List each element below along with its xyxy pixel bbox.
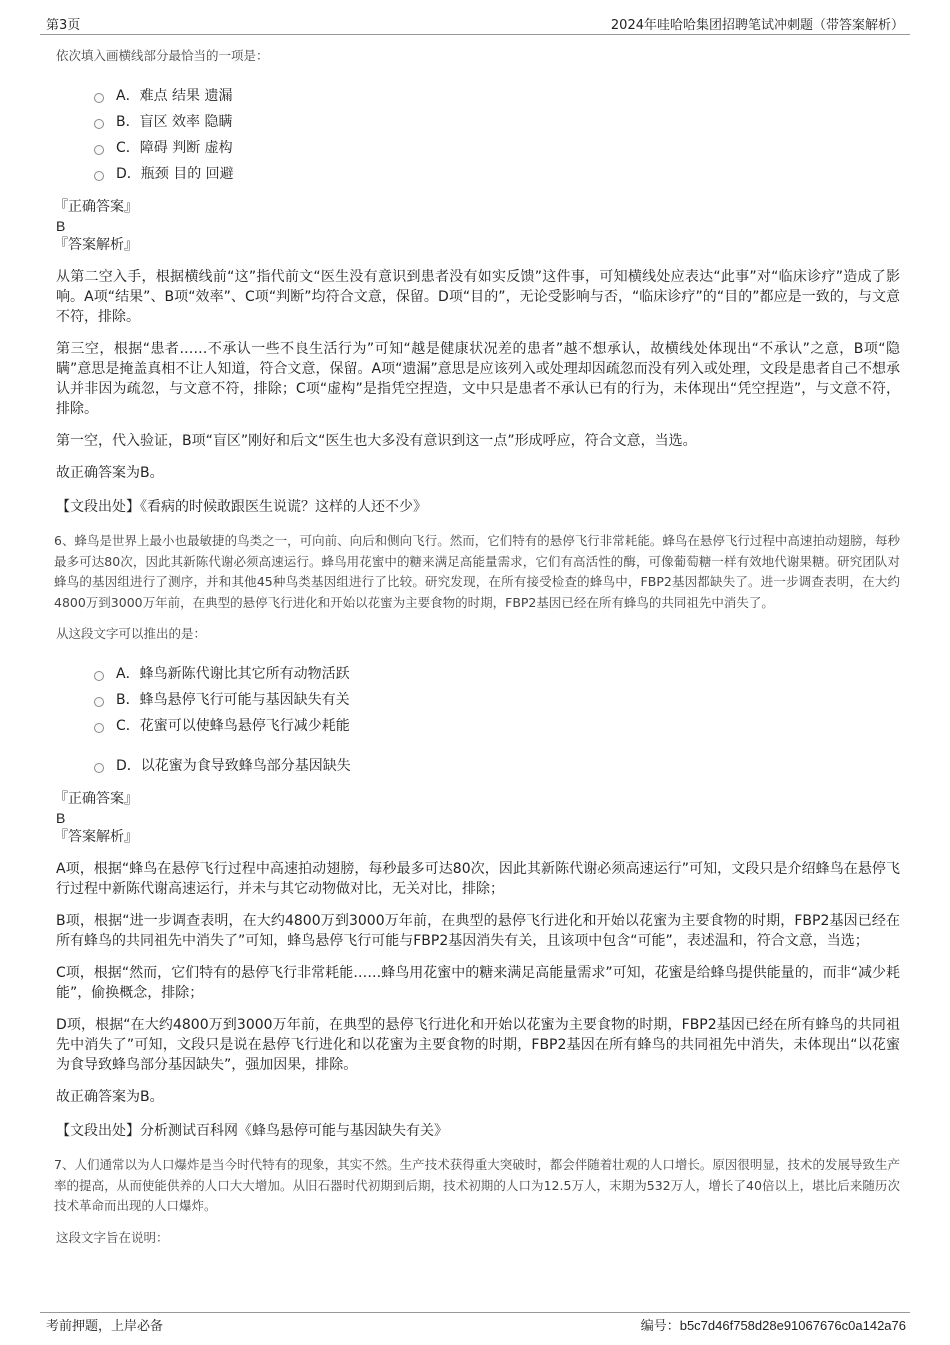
option-label: B．盲区 效率 隐瞒 bbox=[116, 114, 233, 130]
q6-answer-label: 『正确答案』 bbox=[54, 791, 138, 807]
option-label: A．蜂鸟新陈代谢比其它所有动物活跃 bbox=[116, 666, 350, 682]
radio-icon[interactable] bbox=[94, 93, 104, 103]
radio-icon[interactable] bbox=[94, 119, 104, 129]
q5-analysis-label: 『答案解析』 bbox=[54, 237, 138, 253]
radio-icon[interactable] bbox=[94, 763, 104, 773]
q5-analysis-paragraph: 从第二空入手，根据横线前“这”指代前文“医生没有意识到患者没有如实反馈”这件事，可知横线处应表达“此事”对“临床诊疗”造成了影响。A项“结果”、B项“效率”、C项“判断”均符合文意，保留。D项“目的”，无论受影响与否，“临床诊疗”的“目的”都应是一致的，与文意不符，排除。 bbox=[56, 269, 900, 325]
q6-analysis-paragraph: A项，根据“蜂鸟在悬停飞行过程中高速拍动翅膀，每秒最多可达80次，因此其新陈代谢必须高速运行”可知，文段只是介绍蜂鸟在悬停飞行过程中新陈代谢高速运行，并未与其它动物做对比，无关对比，排除； bbox=[56, 861, 900, 897]
q6-analysis-paragraph: D项，根据“在大约4800万到3000万年前，在典型的悬停飞行进化和开始以花蜜为主要食物的时期，FBP2基因已经在所有蜂鸟的共同祖先中消失了”可知，文段只是说在悬停飞行进化和以花蜜为主要食物的时期，FBP2基因在所有蜂鸟的共同祖先中消失，未体现出“以花蜜为食导致蜂鸟部分基因缺失”，强加因果，排除。 bbox=[56, 1017, 900, 1073]
q7-stem: 7、人们通常以为人口爆炸是当今时代特有的现象，其实不然。生产技术获得重大突破时，都会伴随着壮观的人口增长。原因很明显，技术的发展导致生产率的提高，从而使能供养的人口大大增加。从旧石器时代初期到后期，技术初期的人口为12.5万人，末期为532万人，增长了40倍以上，堪比后来随历次技术革命而出现的人口爆炸。 bbox=[54, 1157, 900, 1213]
q5-analysis-conclusion: 故正确答案为B。 bbox=[56, 465, 164, 481]
q6-analysis-label: 『答案解析』 bbox=[54, 829, 138, 845]
code-label: 编号： bbox=[640, 1319, 680, 1334]
q5-source: 【文段出处】《看病的时候敢跟医生说谎？这样的人还不少》 bbox=[56, 499, 427, 515]
radio-icon[interactable] bbox=[94, 697, 104, 707]
option-label: C．花蜜可以使蜂鸟悬停飞行减少耗能 bbox=[116, 718, 350, 734]
page-number: 第3页 bbox=[46, 18, 81, 33]
q6-analysis-paragraph: C项，根据“然而，它们特有的悬停飞行非常耗能……蜂鸟用花蜜中的糖来满足高能量需求”可知，花蜜是给蜂鸟提供能量的，而非“减少耗能”，偷换概念，排除； bbox=[56, 965, 900, 1001]
q6-option-d[interactable] bbox=[94, 753, 900, 779]
document-title: 2024年哇哈哈集团招聘笔试冲刺题（带答案解析） bbox=[610, 18, 904, 33]
option-label: B．蜂鸟悬停飞行可能与基因缺失有关 bbox=[116, 692, 350, 708]
radio-icon[interactable] bbox=[94, 171, 104, 181]
q5-options bbox=[94, 83, 900, 187]
q5-option-d[interactable] bbox=[94, 161, 900, 187]
q5-option-b[interactable] bbox=[94, 109, 900, 135]
q5-answer-label: 『正确答案』 bbox=[54, 199, 138, 215]
q6-options bbox=[94, 661, 900, 779]
code-value: b5c7d46f758d28e91067676c0a142a76 bbox=[679, 1318, 906, 1333]
page-header bbox=[40, 12, 910, 35]
q6-source: 【文段出处】分析测试百科网《蜂鸟悬停可能与基因缺失有关》 bbox=[56, 1123, 448, 1139]
footer-slogan: 考前押题，上岸必备 bbox=[46, 1319, 164, 1334]
q7-prompt: 这段文字旨在说明： bbox=[56, 1229, 169, 1245]
q6-analysis-paragraph: B项，根据“进一步调查表明，在大约4800万到3000万年前，在典型的悬停飞行进化和开始以花蜜为主要食物的时期，FBP2基因已经在所有蜂鸟的共同祖先中消失了”可知，蜂鸟悬停飞行可能与FBP2基因消失有关，且该项中包含“可能”，表述温和，符合文意，当选； bbox=[56, 913, 900, 949]
radio-icon[interactable] bbox=[94, 671, 104, 681]
option-label: A．难点 结果 遗漏 bbox=[116, 88, 233, 104]
q5-prompt: 依次填入画横线部分最恰当的一项是： bbox=[56, 48, 269, 63]
q5-analysis-paragraph: 第一空，代入验证，B项“盲区”刚好和后文“医生也大多没有意识到这一点”形成呼应，符合文意，当选。 bbox=[56, 433, 697, 449]
option-label: C．障碍 判断 虚构 bbox=[116, 140, 233, 156]
q5-option-c[interactable] bbox=[94, 135, 900, 161]
q6-analysis-conclusion: 故正确答案为B。 bbox=[56, 1089, 164, 1105]
q6-option-c[interactable] bbox=[94, 713, 900, 739]
q5-option-a[interactable] bbox=[94, 83, 900, 109]
document-code bbox=[641, 1315, 906, 1334]
radio-icon[interactable] bbox=[94, 145, 104, 155]
option-label: D．瓶颈 目的 回避 bbox=[116, 166, 234, 182]
q6-stem: 6、蜂鸟是世界上最小也最敏捷的鸟类之一，可向前、向后和侧向飞行。然而，它们特有的悬停飞行非常耗能。蜂鸟在悬停飞行过程中高速拍动翅膀，每秒最多可达80次，因此其新陈代谢必须高速运行。蜂鸟用花蜜中的糖来满足高能量需求，它们有高活性的酶，可像葡萄糖一样有效地代谢果糖。研究团队对蜂鸟的基因组进行了测序，并和其他45种鸟类基因组进行了比较。研究发现，在所有接受检查的蜂鸟中，FBP2基因都缺失了。进一步调查表明，在大约4800万到3000万年前，在典型的悬停飞行进化和开始以花蜜为主要食物的时期，FBP2基因已经在所有蜂鸟的共同祖先中消失了。 bbox=[54, 533, 900, 610]
option-label: D．以花蜜为食导致蜂鸟部分基因缺失 bbox=[116, 758, 351, 774]
page-footer bbox=[40, 1312, 910, 1337]
radio-icon[interactable] bbox=[94, 723, 104, 733]
document-body bbox=[56, 47, 900, 1265]
q6-answer: B bbox=[56, 810, 66, 826]
q5-answer: B bbox=[56, 218, 66, 234]
q6-option-a[interactable] bbox=[94, 661, 900, 687]
q6-option-b[interactable] bbox=[94, 687, 900, 713]
q6-prompt: 从这段文字可以推出的是： bbox=[56, 626, 207, 641]
q5-analysis-paragraph: 第三空，根据“患者……不承认一些不良生活行为”可知“越是健康状况差的患者”越不想承认，故横线处体现出“不承认”之意，B项“隐瞒”意思是掩盖真相不让人知道，符合文意，保留。A项“遗漏”意思是应该列入或处理却因疏忽而没有列入或处理，文段是患者自己不想承认并非因为疏忽，与文意不符，排除；C项“虚构”是指凭空捏造，文中只是患者不承认已有的行为，未体现出“凭空捏造”，与文意不符，排除。 bbox=[56, 341, 900, 417]
